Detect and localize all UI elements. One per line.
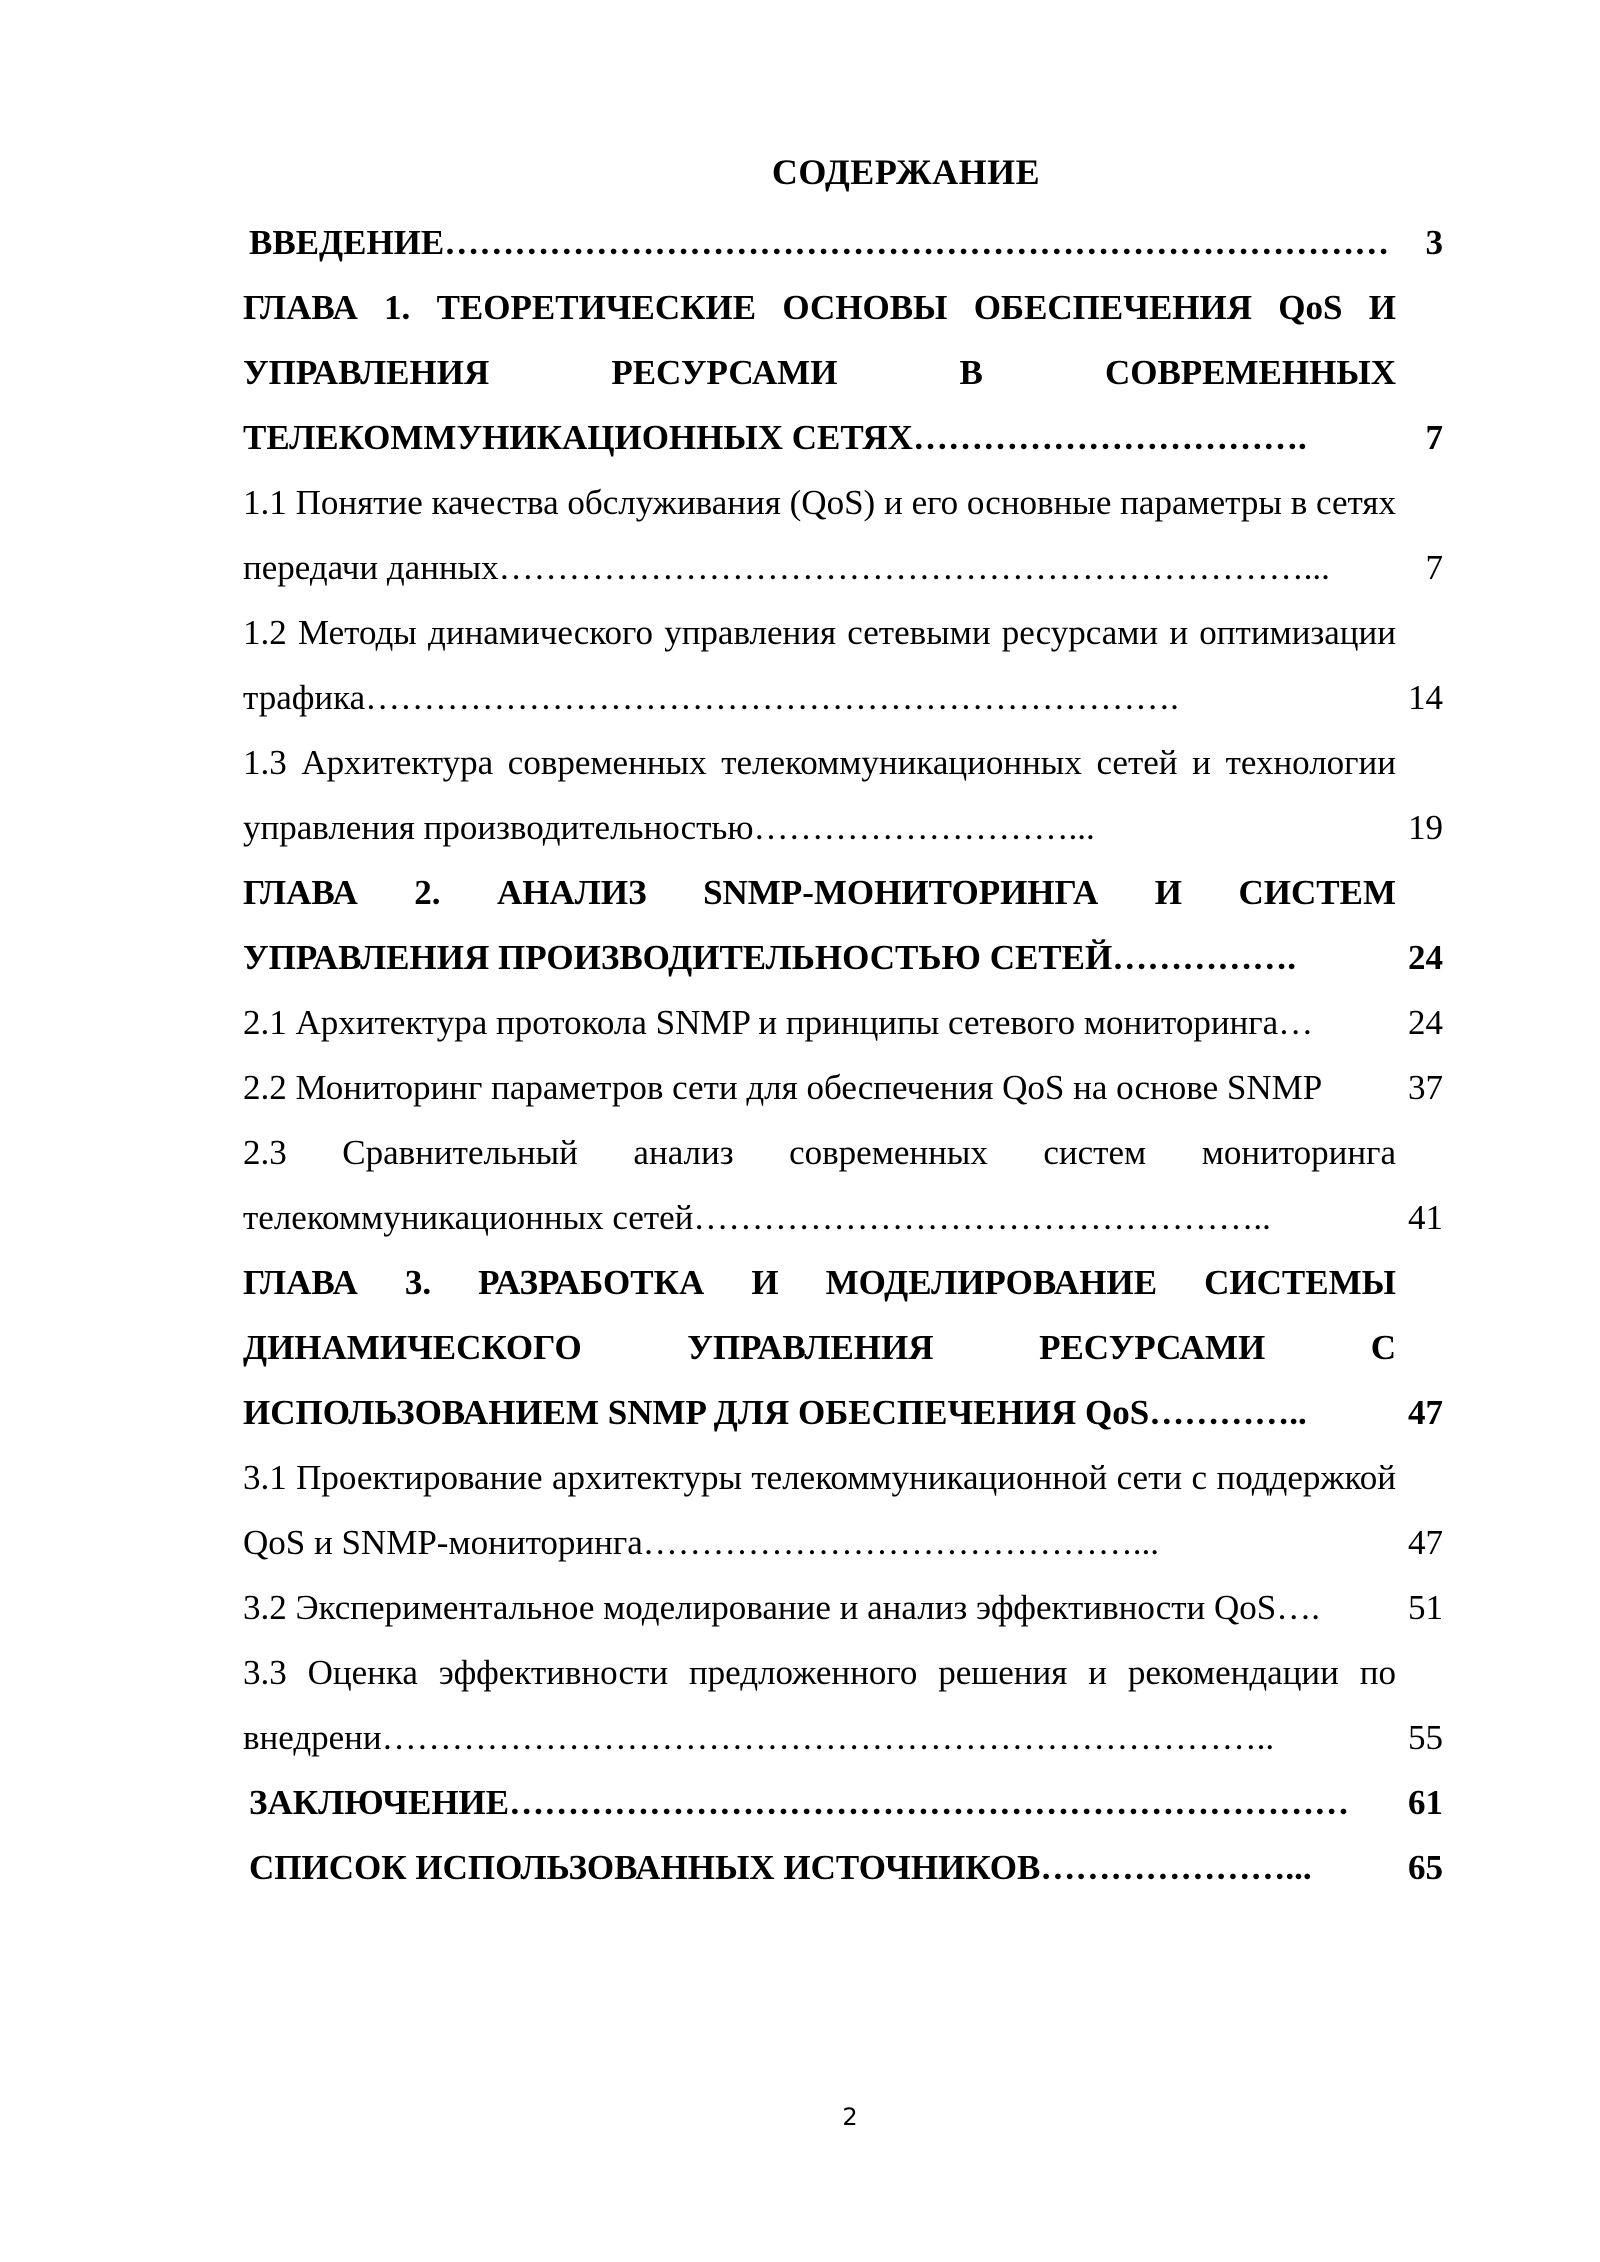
toc-entry-page: 47 xyxy=(1408,1393,1443,1432)
toc-entry-section-2-1[interactable] xyxy=(243,990,1443,1055)
toc-entry-section-3-3[interactable] xyxy=(243,1640,1443,1770)
toc-entry-page: 19 xyxy=(1408,808,1443,847)
toc-entry-introduction[interactable] xyxy=(243,210,1443,275)
toc-entry-page: 24 xyxy=(1408,1003,1443,1042)
toc-entry-text: ЗАКЛЮЧЕНИЕ……………………………………………………………… xyxy=(249,1783,1350,1822)
toc-entry-page: 7 xyxy=(1425,418,1443,457)
toc-entry-references[interactable] xyxy=(243,1835,1443,1900)
toc-entry-text: 3.3 Оценка эффективности предложенного решения и рекомендации по внедрени………………………………………………………………….. xyxy=(243,1653,1396,1757)
toc-entry-page: 14 xyxy=(1408,678,1443,717)
toc-entry-text: 3.1 Проектирование архитектуры телекоммуникационной сети с поддержкой QoS и SNMP-мониторинга……………………………………... xyxy=(243,1458,1396,1562)
toc-entry-page: 47 xyxy=(1408,1523,1443,1562)
toc-entry-text: СПИСОК ИСПОЛЬЗОВАННЫХ ИСТОЧНИКОВ…………………... xyxy=(249,1848,1312,1887)
toc-entry-page: 3 xyxy=(1425,223,1443,262)
toc-entry-section-1-1[interactable] xyxy=(243,470,1443,600)
toc-entry-section-3-1[interactable] xyxy=(243,1445,1443,1575)
toc-title: СОДЕРЖАНИЕ xyxy=(771,152,1041,192)
table-of-contents xyxy=(243,210,1443,1900)
toc-entry-page: 37 xyxy=(1408,1068,1443,1107)
toc-entry-chapter-3[interactable] xyxy=(243,1250,1443,1445)
toc-entry-section-1-3[interactable] xyxy=(243,730,1443,860)
toc-entry-conclusion[interactable] xyxy=(243,1770,1443,1835)
toc-entry-section-2-3[interactable] xyxy=(243,1120,1443,1250)
toc-entry-page: 51 xyxy=(1408,1588,1443,1627)
toc-entry-text: 3.2 Экспериментальное моделирование и анализ эффективности QoS…. xyxy=(243,1588,1321,1627)
toc-entry-text: 1.3 Архитектура современных телекоммуникационных сетей и технологии управления производительностью………………………... xyxy=(243,743,1396,847)
toc-entry-section-3-2[interactable] xyxy=(243,1575,1443,1640)
toc-entry-page: 41 xyxy=(1408,1198,1443,1237)
toc-entry-text: ГЛАВА 1. ТЕОРЕТИЧЕСКИЕ ОСНОВЫ ОБЕСПЕЧЕНИЯ QoS И УПРАВЛЕНИЯ РЕСУРСАМИ В СОВРЕМЕННЫХ ТЕЛЕКОММУНИКАЦИОННЫХ СЕТЯХ……………………………. xyxy=(243,288,1396,457)
toc-entry-chapter-1[interactable] xyxy=(243,275,1443,470)
toc-entry-page: 61 xyxy=(1408,1783,1443,1822)
toc-entry-text: ГЛАВА 2. АНАЛИЗ SNMP-МОНИТОРИНГА И СИСТЕМ УПРАВЛЕНИЯ ПРОИЗВОДИТЕЛЬНОСТЬЮ СЕТЕЙ……………. xyxy=(243,873,1396,977)
page-number: 2 xyxy=(842,2103,858,2131)
toc-entry-text: 2.1 Архитектура протокола SNMP и принципы сетевого мониторинга… xyxy=(243,1003,1314,1042)
toc-entry-page: 24 xyxy=(1408,938,1443,977)
toc-entry-page: 65 xyxy=(1408,1848,1443,1887)
toc-entry-text: 2.2 Мониторинг параметров сети для обеспечения QoS на основе SNMP xyxy=(243,1068,1323,1107)
toc-entry-section-1-2[interactable] xyxy=(243,600,1443,730)
toc-entry-section-2-2[interactable] xyxy=(243,1055,1443,1120)
toc-entry-text: ГЛАВА 3. РАЗРАБОТКА И МОДЕЛИРОВАНИЕ СИСТЕМЫ ДИНАМИЧЕСКОГО УПРАВЛЕНИЯ РЕСУРСАМИ С ИСПОЛЬЗОВАНИЕМ SNMP ДЛЯ ОБЕСПЕЧЕНИЯ QoS………….. xyxy=(243,1263,1396,1432)
toc-entry-chapter-2[interactable] xyxy=(243,860,1443,990)
toc-entry-page: 55 xyxy=(1408,1718,1443,1757)
toc-entry-text: 1.2 Методы динамического управления сетевыми ресурсами и оптимизации трафика……………………………………………………………. xyxy=(243,613,1396,717)
toc-entry-text: ВВЕДЕНИЕ……………………………………………………………………… xyxy=(249,223,1390,262)
toc-entry-text: 2.3 Сравнительный анализ современных систем мониторинга телекоммуникационных сетей………………………………………….. xyxy=(243,1133,1396,1237)
toc-entry-text: 1.1 Понятие качества обслуживания (QoS) и его основные параметры в сетях передачи данных……………………………………………………………... xyxy=(243,483,1396,587)
toc-entry-page: 7 xyxy=(1425,548,1443,587)
